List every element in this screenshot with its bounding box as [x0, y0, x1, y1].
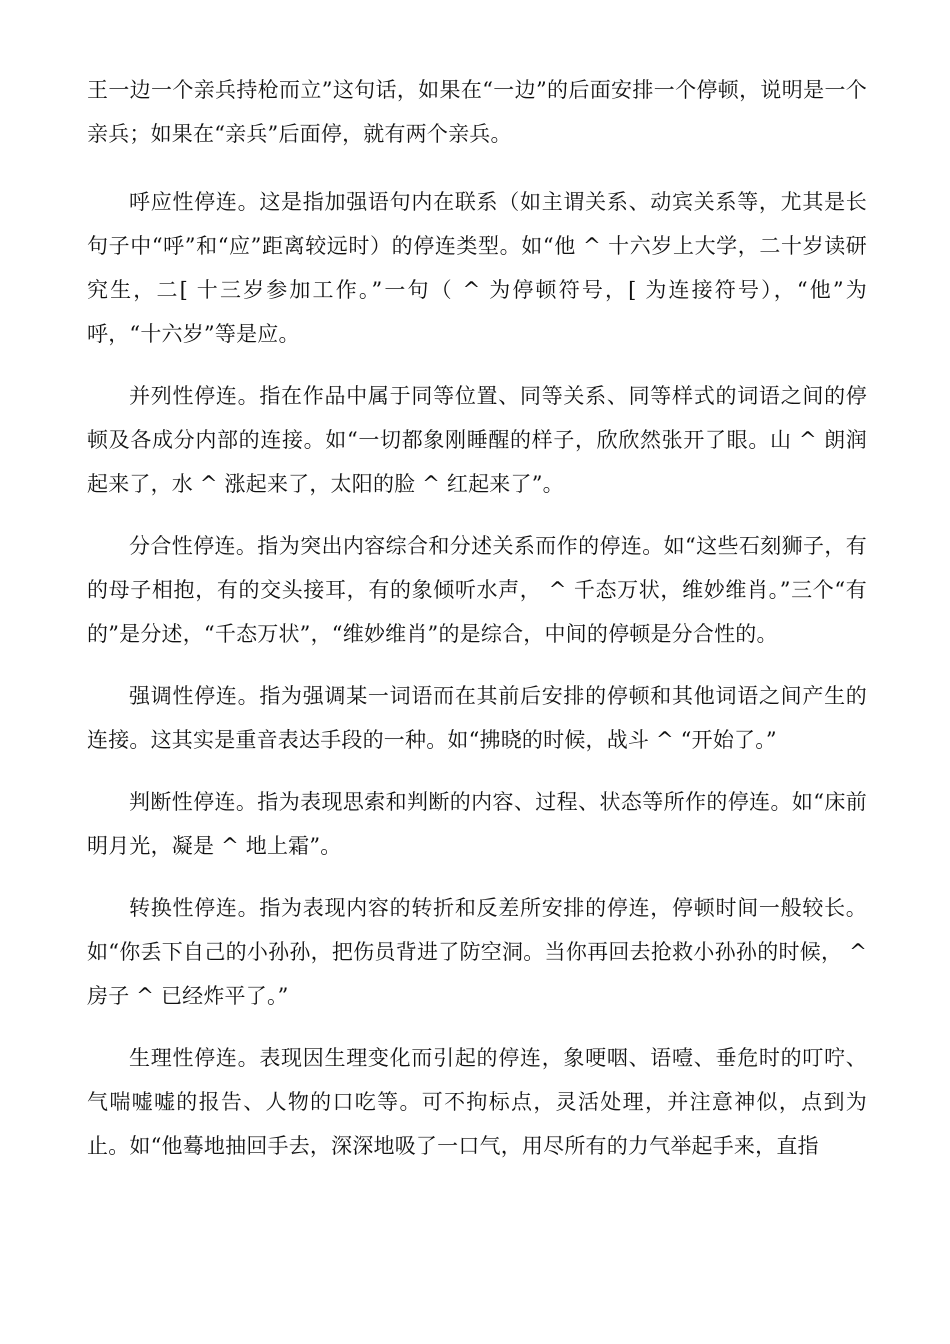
- paragraph-transition-pause: 转换性停连。指为表现内容的转折和反差所安排的停连，停顿时间一般较长。如“你丢下自己的小孙孙，把伤员背进了防空洞。当你再回去抢救小孙孙的时候， ^ 房子 ^ 已经炸平了。”: [87, 896, 867, 1008]
- paragraph-parallel-pause: 并列性停连。指在作品中属于同等位置、同等关系、同等样式的词语之间的停顿及各成分内部的连接。如“一切都象刚睡醒的样子，欣欣然张开了眼。山 ^ 朗润起来了，水 ^ 涨起来了，太阳的脸 ^ 红起来了”。: [87, 384, 867, 496]
- paragraph-emphasis-pause: 强调性停连。指为强调某一词语而在其前后安排的停顿和其他词语之间产生的连接。这其实是重音表达手段的一种。如“拂晓的时候，战斗 ^ “开始了。”: [87, 684, 867, 752]
- paragraph-physiological-pause: 生理性停连。表现因生理变化而引起的停连，象哽咽、语噎、垂危时的叮咛、气喘嘘嘘的报告、人物的口吃等。可不拘标点，灵活处理，并注意神似，点到为止。如“他蓦地抽回手去，深深地吸了一口气，用尽所有的力气举起手来，直指: [87, 1046, 867, 1158]
- paragraph-split-merge-pause: 分合性停连。指为突出内容综合和分述关系而作的停连。如“这些石刻狮子，有的母子相抱，有的交头接耳，有的象倾听水声， ^ 千态万状，维妙维肖。”三个“有的”是分述，“千态万状”，“维妙维肖”的是综合，中间的停顿是分合性的。: [87, 534, 867, 646]
- paragraph-continuation: 王一边一个亲兵持枪而立”这句话，如果在“一边”的后面安排一个停顿，说明是一个亲兵；如果在“亲兵”后面停，就有两个亲兵。: [87, 78, 867, 146]
- document-page: [87, 68, 867, 1186]
- paragraph-echo-pause: 呼应性停连。这是指加强语句内在联系（如主谓关系、动宾关系等，尤其是长句子中“呼”和“应”距离较远时）的停连类型。如“他 ^ 十六岁上大学，二十岁读研究生，二[ 十三岁参加工作。”一句（ ^ 为停顿符号，[ 为连接符号），“他”为呼，“十六岁”等是应。: [87, 190, 867, 346]
- paragraph-judgement-pause: 判断性停连。指为表现思索和判断的内容、过程、状态等所作的停连。如“床前明月光，凝是 ^ 地上霜”。: [87, 790, 867, 858]
